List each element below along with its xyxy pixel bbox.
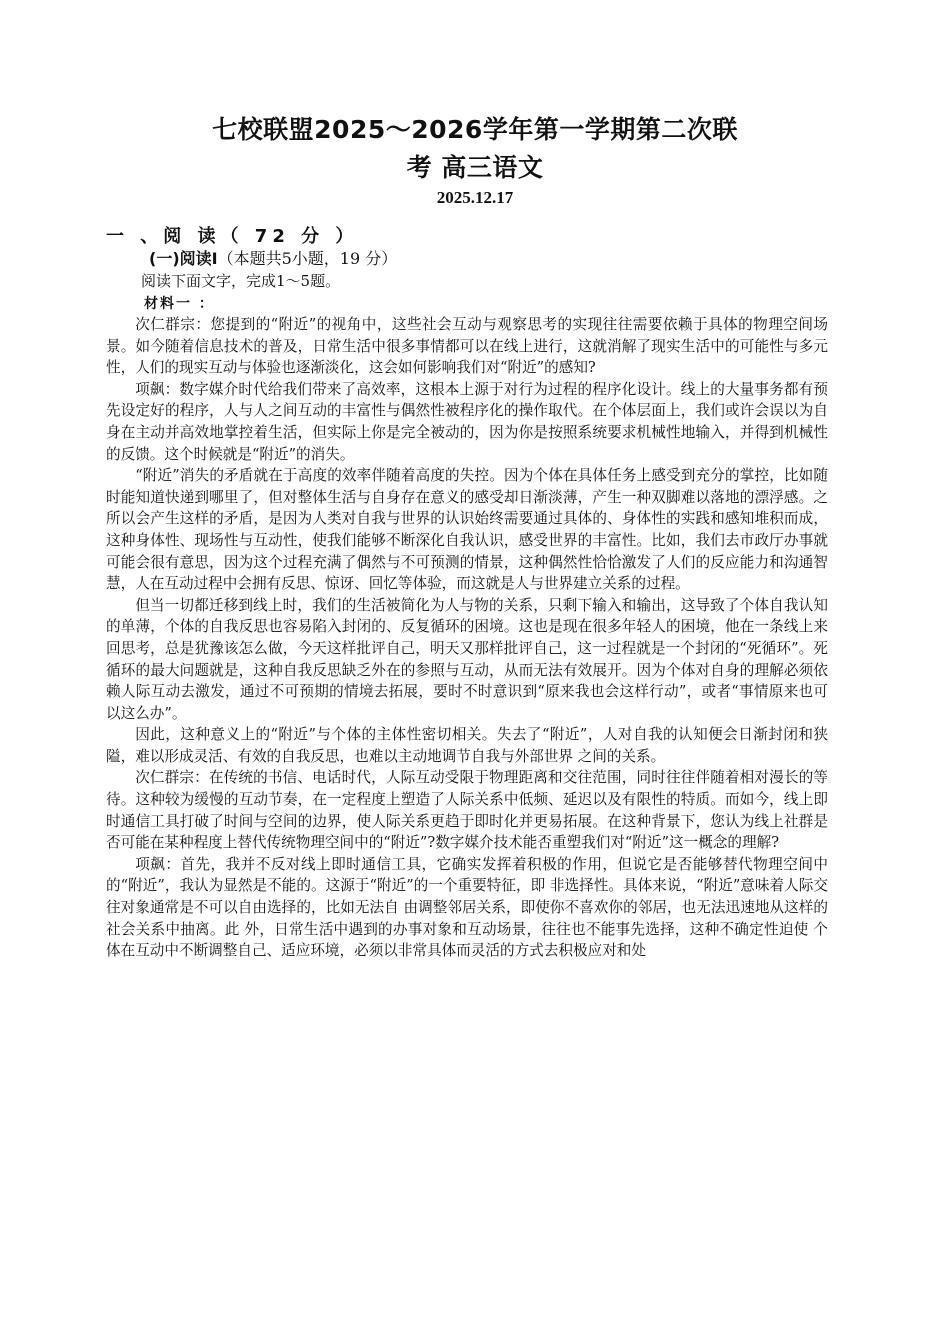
paragraph: 项飙：首先，我并不反对线上即时通信工具，它确实发挥着积极的作用，但说它是否能够替代物理空间中的“附近”，我认为显然是不能的。这源于“附近”的一个重要特征，即 非选择性。具体来说，“附近”意味着人际交往对象通常是不可以自由选择的，比如无法自 由调整邻居关系，即使你不喜欢你的邻居，也无法迅速地从这样的社会关系中抽离。此 外，日常生活中遇到的办事对象和互动场景，往往也不能事先选择，这种不确定性迫使 个体在互动中不断调整自己、适应环境，必须以非常具体而灵活的方式去积极应对和处 (106, 855, 828, 960)
exam-title-line2: 考 高三语文 (406, 153, 544, 182)
paragraph: “附近”消失的矛盾就在于高度的效率伴随着高度的失控。因为个体在具体任务上感受到充分的掌控，比如随时能知道快递到哪里了，但对整体生活与自身存在意义的感受却日渐淡薄，产生一种双脚难以落地的漂浮感。之所以会产生这样的矛盾，是因为人类对自我与世界的认识始终需要通过具体的、身体性的实践和感知堆积而成，这种身体性、现场性与互动性，使我们能够不断深化自我认识，感受世界的丰富性。比如，我们去市政厅办事就可能会很有意思，因为这个过程充满了偶然与不可预测的情景，这种偶然性恰恰激发了人们的反应能力和沟通智慧，人在互动过程中会拥有反思、惊讶、回忆等体验，而这就是人与世界建立关系的过程。 (106, 467, 828, 593)
reading-instruction: 阅读下面文字，完成1～5题。 (141, 272, 341, 290)
passage-body (106, 314, 828, 962)
paragraph: 但当一切都迁移到线上时，我们的生活被简化为人与物的关系，只剩下输入和输出，这导致了个体自我认知的单薄，个体的自我反思也容易陷入封闭的、反复循环的困境。这也是现在很多年轻人的困境，他在一条线上来回思考，总是犹豫该怎么做，今天这样批评自己，明天又那样批评自己，这一过程就是一个封闭的“死循环”。死循环的最大问题就是，这种自我反思缺乏外在的参照与互动，从而无法有效展开。因为个体对自身的理解必须依赖人际互动去激发，通过不可预期的情境去拓展，要时不时意识到“原来我也会这样行动”，或者“事情原来也可以这么办”。 (106, 596, 828, 722)
exam-title-line1: 七校联盟2025～2026学年第一学期第二次联 (212, 115, 738, 144)
subsection-label: (一)阅读Ⅰ (149, 249, 218, 268)
subsection-heading (149, 246, 397, 269)
paragraph: 因此，这种意义上的“附近”与个体的主体性密切相关。失去了“附近”，人对自我的认知便会日渐封闭和狭隘，难以形成灵活、有效的自我反思，也难以主动地调节自我与外部世界 之间的关系。 (106, 726, 828, 765)
section-heading: 一 、阅 读（ 72 分 ） (106, 226, 359, 247)
subsection-note: （本题共5小题，19 分） (217, 249, 398, 268)
paragraph: 次仁群宗：在传统的书信、电话时代，人际互动受限于物理距离和交往范围，同时往往伴随着相对漫长的等待。这种较为缓慢的互动节奏，在一定程度上塑造了人际关系中低频、延迟以及有限性的特质。而如今，线上即时通信工具打破了时间与空间的边界，使人际关系更趋于即时化并更易拓展。在这种背景下，您认为线上社群是否可能在某种程度上替代传统物理空间中的“附近”?数字媒介技术能否重塑我们对“附近”这一概念的理解? (106, 769, 828, 852)
material-label: 材料一 ： (144, 296, 215, 312)
paragraph: 项飙：数字媒介时代给我们带来了高效率，这根本上源于对行为过程的程序化设计。线上的大量事务都有预先设定好的程序，人与人之间互动的丰富性与偶然性被程序化的操作取代。在个体层面上，我们或许会误以为自身在主动并高效地掌控着生活，但实际上你是完全被动的，因为你是按照系统要求机械性地输入，并得到机械性的反馈。这个时候就是“附近”的消失。 (106, 380, 828, 463)
paragraph: 次仁群宗：您提到的“附近”的视角中，这些社会互动与观察思考的实现往往需要依赖于具体的物理空间场景。如今随着信息技术的普及，日常生活中很多事情都可以在线上进行，这就消解了现实生活中的可能性与多元性，人们的现实互动与体验也逐渐淡化，这会如何影响我们对“附近”的感知? (106, 316, 828, 377)
exam-date: 2025.12.17 (436, 188, 514, 207)
